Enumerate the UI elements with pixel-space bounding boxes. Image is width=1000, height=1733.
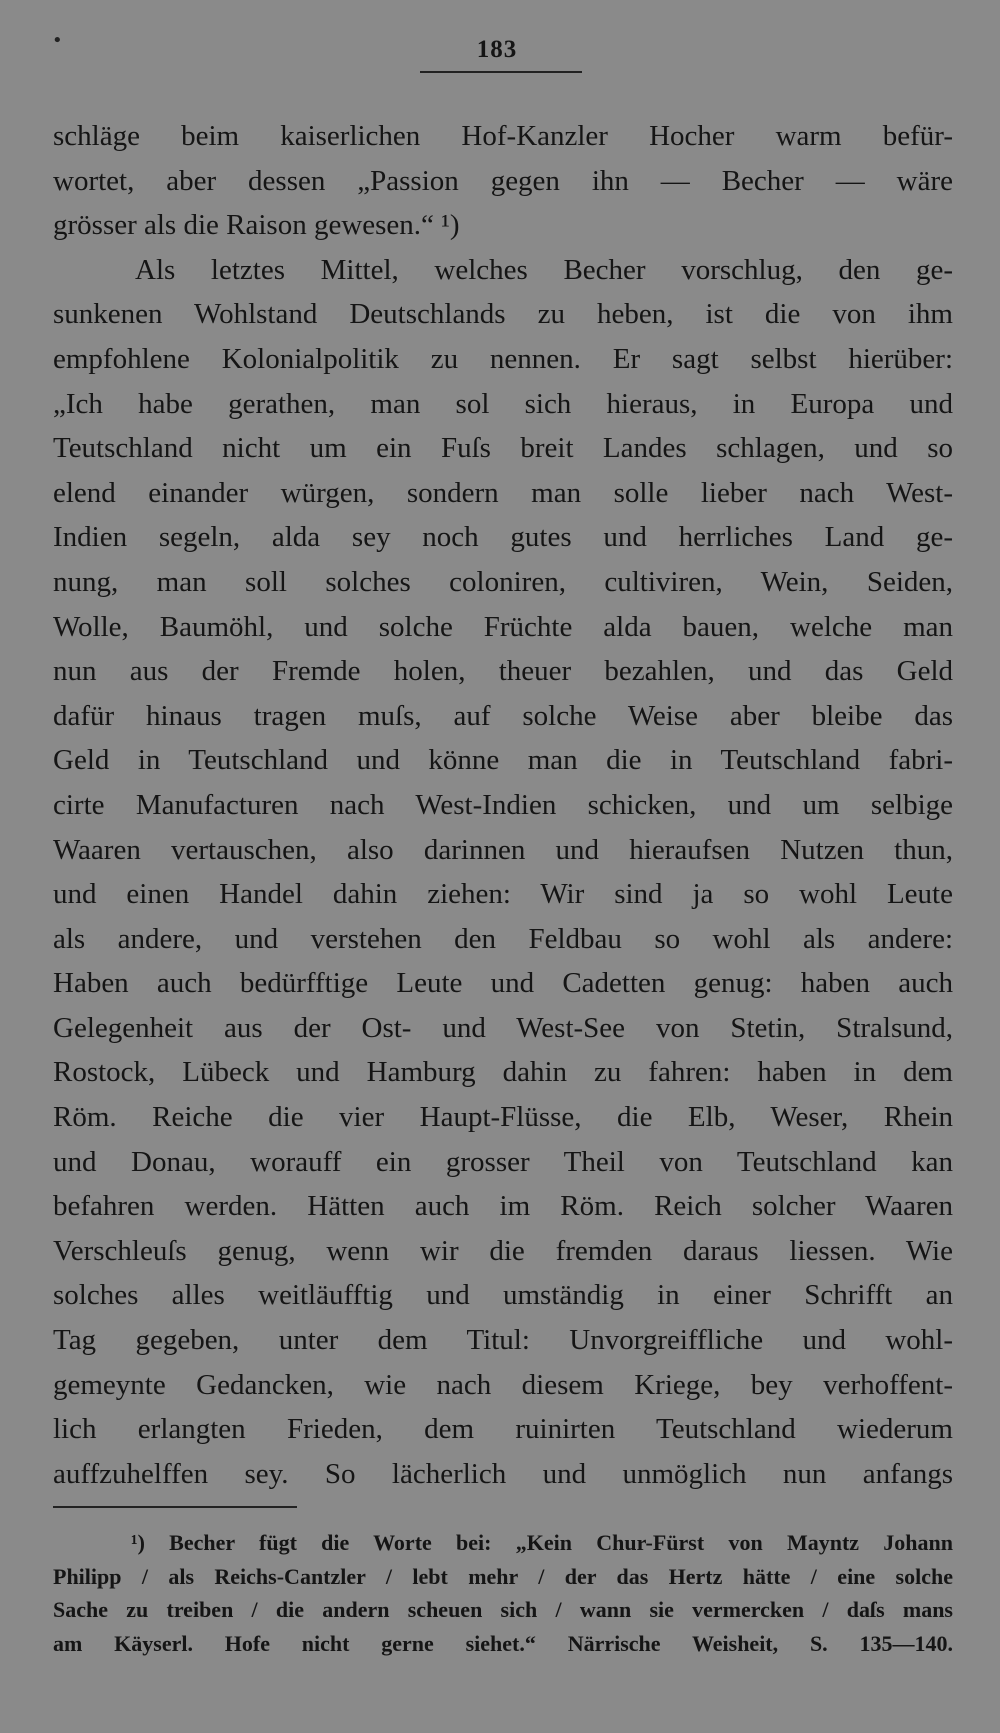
- page-header: [0, 36, 1000, 64]
- text-line: Indien segeln, alda sey noch gutes und herrliches Land ge-: [53, 521, 953, 554]
- footnote-line: Sache zu treiben / die andern scheuen sich / wann sie vermercken / daſs mans: [53, 1597, 953, 1622]
- footnote-line: am Käyserl. Hofe nicht gerne siehet.“ Närrische Weisheit, S. 135—140.: [53, 1630, 953, 1656]
- text-line: Als letztes Mittel, welches Becher vorschlug, den ge-: [135, 253, 953, 286]
- body-text: [53, 114, 953, 1496]
- footnote-line: Philipp / als Reichs-Cantzler / lebt mehr / der das Hertz hätte / eine solche: [53, 1563, 953, 1589]
- text-line: sunkenen Wohlstand Deutschlands zu heben, ist die von ihm: [53, 298, 953, 331]
- text-line: Geld in Teutschland und könne man die in Teutschland fabri-: [53, 744, 953, 777]
- text-line: Teutschland nicht um ein Fuſs breit Landes schlagen, und so: [53, 432, 953, 465]
- text-line: nung, man soll solches coloniren, cultiviren, Wein, Seiden,: [53, 565, 953, 598]
- text-line: nun aus der Fremde holen, theuer bezahlen, und das Geld: [53, 655, 953, 688]
- text-line: Tag gegeben, unter dem Titul: Unvorgreiffliche und wohl-: [53, 1324, 953, 1357]
- text-line: cirte Manufacturen nach West-Indien schicken, und um selbige: [53, 788, 953, 821]
- text-line: Rostock, Lübeck und Hamburg dahin zu fahren: haben in dem: [53, 1056, 953, 1089]
- text-line: befahren werden. Hätten auch im Röm. Reich solcher Waaren: [53, 1190, 953, 1223]
- text-line: grösser als die Raison gewesen.“ ¹): [53, 209, 460, 242]
- text-line: dafür hinaus tragen muſs, auf solche Weise aber bleibe das: [53, 699, 953, 732]
- footnote-rule: [53, 1506, 297, 1508]
- text-line: gemeynte Gedancken, wie nach diesem Kriege, bey verhoffent-: [53, 1368, 953, 1401]
- header-rule: [420, 71, 582, 73]
- text-line: elend einander würgen, sondern man solle lieber nach West-: [53, 476, 953, 509]
- text-line: Verschleuſs genug, wenn wir die fremden daraus liessen. Wie: [53, 1234, 953, 1267]
- stray-ink-mark: •: [52, 30, 63, 51]
- text-line: Waaren vertauschen, also darinnen und hieraufsen Nutzen thun,: [53, 833, 953, 866]
- text-line: „Ich habe gerathen, man sol sich hieraus, in Europa und: [53, 387, 953, 420]
- text-line: und Donau, worauff ein grosser Theil von Teutschland kan: [53, 1145, 953, 1178]
- text-line: als andere, und verstehen den Feldbau so wohl als andere:: [53, 922, 953, 955]
- text-line: Röm. Reiche die vier Haupt-Flüsse, die Elb, Weser, Rhein: [53, 1101, 953, 1134]
- text-line: lich erlangten Frieden, dem ruinirten Teutschland wiederum: [53, 1413, 953, 1446]
- footnote-line: ¹) Becher fügt die Worte bei: „Kein Chur-Fürst von Mayntz Johann: [131, 1530, 953, 1555]
- text-line: schläge beim kaiserlichen Hof-Kanzler Hocher warm befür-: [53, 120, 953, 152]
- text-line: wortet, aber dessen „Passion gegen ihn — Becher — wäre: [53, 164, 953, 197]
- text-line: Haben auch bedürfftige Leute und Cadetten genug: haben auch: [53, 967, 953, 1000]
- text-line: empfohlene Kolonialpolitik zu nennen. Er sagt selbst hierüber:: [53, 342, 953, 375]
- text-line: solches alles weitläufftig und umständig in einer Schrifft an: [53, 1279, 953, 1312]
- text-line: auffzuhelffen sey. So lächerlich und unmöglich nun anfangs: [53, 1457, 953, 1490]
- footnote: [53, 1526, 953, 1660]
- text-line: Wolle, Baumöhl, und solche Früchte alda bauen, welche man: [53, 610, 953, 643]
- text-line: Gelegenheit aus der Ost- und West-See von Stetin, Stralsund,: [53, 1011, 953, 1044]
- text-line: und einen Handel dahin ziehen: Wir sind ja so wohl Leute: [53, 878, 953, 911]
- page-number: 183: [476, 36, 518, 63]
